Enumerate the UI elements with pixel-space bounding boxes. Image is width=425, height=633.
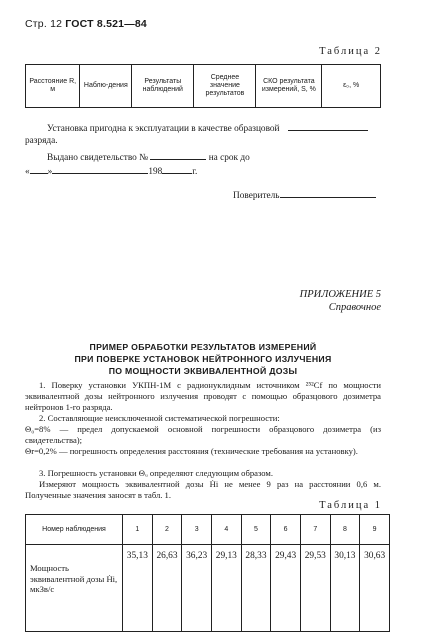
table1-value-1: 35,13 [123, 545, 153, 632]
year-label: 198 [148, 167, 163, 177]
table1-value-9: 30,63 [360, 545, 390, 632]
table1-caption: Таблица 1 [319, 500, 382, 511]
table2-caption: Таблица 2 [319, 46, 382, 57]
section-title-3: ПО МОЩНОСТИ ЭКВИВАЛЕНТНОЙ ДОЗЫ [108, 366, 298, 376]
verifier-line [233, 191, 376, 203]
table2-col-mean: Среднее значение результатов [194, 65, 256, 108]
paragraph-2b: Θr=0,2% — погрешность определения расстояния (технические требования на установку). [25, 446, 358, 456]
term-label: на срок до [208, 153, 250, 163]
suitability-block [25, 124, 381, 147]
table1-value-3: 36,23 [182, 545, 212, 632]
paragraph-2: 2. Составляющие неисключенной систематической погрешности: [39, 413, 280, 423]
table2-col-observations: Наблю-дения [80, 65, 132, 108]
day-line [30, 173, 48, 174]
verifier-signature-line [280, 197, 376, 198]
year-suffix: г. [192, 167, 198, 177]
table1-value-5: 28,33 [241, 545, 271, 632]
date-quote-close: » [47, 167, 53, 177]
appendix-title: ПРИЛОЖЕНИЕ 5 [299, 289, 381, 300]
table2 [25, 64, 381, 108]
table1-obs-8: 8 [330, 515, 360, 545]
date-quote-open: « [25, 167, 30, 177]
table2-col-distance: Расстояние R, м [26, 65, 80, 108]
verifier-label: Поверитель [233, 191, 280, 201]
table1-obs-7: 7 [300, 515, 330, 545]
suitability-text: Установка пригодна к эксплуатации в качестве образцовой [47, 124, 280, 134]
section-title-2: ПРИ ПОВЕРКЕ УСТАНОВОК НЕЙТРОННОГО ИЗЛУЧЕНИЯ [74, 354, 332, 364]
appendix-subtitle: Справочное [328, 302, 381, 313]
table1-obs-3: 3 [182, 515, 212, 545]
table2-col-sko: СКО результата измерений, S, % [256, 65, 322, 108]
date-line [25, 167, 197, 179]
table1 [25, 514, 390, 632]
year-line [162, 173, 192, 174]
suitability-text-2: разряда. [25, 135, 58, 146]
table2-col-epsilon: ε₀, % [322, 65, 381, 108]
paragraph-4: Измеряют мощность эквивалентной дозы Ḣi не менее 9 раз на расстоянии 0,6 м. Полученные значения заносят в табл. 1. [25, 479, 381, 500]
table1-obs-2: 2 [152, 515, 182, 545]
table1-value-8: 30,13 [330, 545, 360, 632]
paragraph-2a: Θ₀=8% — предел допускаемой основной погрешности образцового дозиметра (из свидетельства); [25, 424, 381, 445]
table1-obs-5: 5 [241, 515, 271, 545]
table1-obs-9: 9 [360, 515, 390, 545]
table1-value-7: 29,53 [300, 545, 330, 632]
table1-value-4: 29,13 [211, 545, 241, 632]
page-number: Стр. 12 [25, 18, 63, 30]
table1-row-label: Мощность эквивалентной дозы Ḣi, мкЗв/с [26, 545, 123, 632]
table1-value-6: 29,43 [271, 545, 301, 632]
table1-obs-4: 4 [211, 515, 241, 545]
table2-col-results: Результаты наблюдений [132, 65, 194, 108]
certificate-number-line [150, 159, 206, 160]
table1-obs-1: 1 [123, 515, 153, 545]
standard-code: ГОСТ 8.521—84 [65, 18, 147, 30]
section-title-1: ПРИМЕР ОБРАБОТКИ РЕЗУЛЬТАТОВ ИЗМЕРЕНИЙ [89, 342, 317, 352]
paragraph-3: 3. Погрешность установки Θᵤ определяют следующим образом. [39, 468, 274, 478]
table1-value-2: 26,63 [152, 545, 182, 632]
certificate-line [47, 153, 250, 165]
paragraph-1: 1. Поверку установки УКПН-1М с радионуклидным источником ²⁵²Cf по мощности эквивалентной дозы нейтронного излучения проводят с помощью образцового дозиметра нейтронов 1-го разряда. [25, 380, 381, 412]
month-line [52, 173, 148, 174]
table1-header-label: Номер наблюдения [26, 515, 123, 545]
page-header [25, 18, 147, 30]
class-fill-line [288, 130, 368, 131]
table1-obs-6: 6 [271, 515, 301, 545]
certificate-label: Выдано свидетельство № [47, 153, 149, 163]
